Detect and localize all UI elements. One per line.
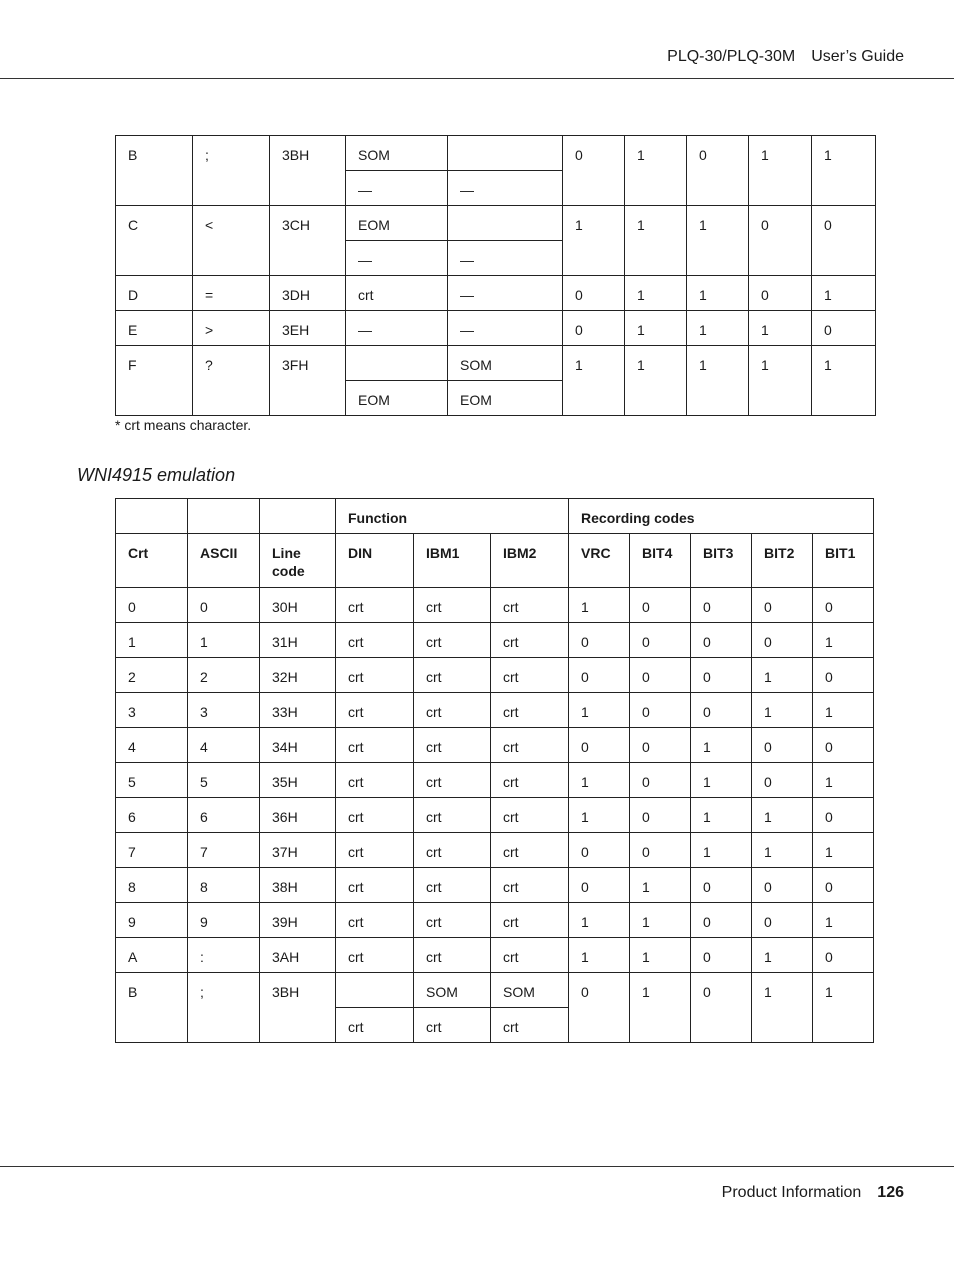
- cell: 0: [749, 206, 812, 276]
- cell: 4: [188, 728, 260, 763]
- cell: 5: [116, 763, 188, 798]
- cell: —: [448, 241, 563, 276]
- cell: —: [448, 276, 563, 311]
- cell: 0: [569, 833, 630, 868]
- cell: crt: [336, 658, 414, 693]
- cell: 0: [188, 588, 260, 623]
- cell: 38H: [260, 868, 336, 903]
- cell: 1: [813, 973, 874, 1043]
- cell: 1: [569, 938, 630, 973]
- cell: crt: [414, 588, 491, 623]
- column-header: VRC: [569, 534, 630, 588]
- cell: 3EH: [270, 311, 346, 346]
- cell: 1: [116, 623, 188, 658]
- cell: crt: [414, 868, 491, 903]
- cell: 5: [188, 763, 260, 798]
- cell: —: [346, 311, 448, 346]
- cell: 0: [691, 658, 752, 693]
- cell: crt: [491, 693, 569, 728]
- cell: 2: [116, 658, 188, 693]
- cell: 3BH: [270, 136, 346, 206]
- function-header: Function: [336, 499, 569, 534]
- cell: 3FH: [270, 346, 346, 416]
- cell: crt: [414, 1008, 491, 1043]
- cell: EOM: [448, 381, 563, 416]
- cell: 32H: [260, 658, 336, 693]
- cell: 1: [569, 763, 630, 798]
- cell: 0: [563, 136, 625, 206]
- section-title: WNI4915 emulation: [77, 465, 236, 485]
- cell: 0: [752, 868, 813, 903]
- cell: 1: [630, 903, 691, 938]
- cell: SOM: [491, 973, 569, 1008]
- cell: :: [188, 938, 260, 973]
- cell: 0: [569, 868, 630, 903]
- cell: crt: [414, 728, 491, 763]
- header-guide: User’s Guide: [811, 48, 904, 65]
- cell: crt: [336, 588, 414, 623]
- cell: crt: [336, 728, 414, 763]
- cell: 1: [812, 276, 876, 311]
- cell: 0: [563, 311, 625, 346]
- cell: 1: [752, 693, 813, 728]
- cell: 0: [752, 623, 813, 658]
- cell: 0: [813, 658, 874, 693]
- cell: 0: [630, 728, 691, 763]
- table-row: [116, 658, 874, 693]
- cell: crt: [336, 693, 414, 728]
- cell: crt: [491, 798, 569, 833]
- cell: 1: [812, 136, 876, 206]
- cell: 7: [116, 833, 188, 868]
- cell: 39H: [260, 903, 336, 938]
- column-header: BIT2: [752, 534, 813, 588]
- cell: 1: [691, 728, 752, 763]
- cell: 31H: [260, 623, 336, 658]
- footnote: * crt means character.: [115, 417, 252, 433]
- cell: 0: [812, 206, 876, 276]
- cell: 0: [749, 276, 812, 311]
- cell: 1: [752, 938, 813, 973]
- cell: 0: [630, 693, 691, 728]
- cell: 0: [687, 136, 749, 206]
- recording-codes-header: Recording codes: [569, 499, 874, 534]
- cell: 0: [563, 276, 625, 311]
- page-footer: [722, 1184, 904, 1202]
- cell: 0: [752, 588, 813, 623]
- cell: 1: [687, 311, 749, 346]
- column-header: IBM2: [491, 534, 569, 588]
- cell: crt: [336, 903, 414, 938]
- cell: D: [116, 276, 193, 311]
- cell: 3BH: [260, 973, 336, 1043]
- cell: 8: [188, 868, 260, 903]
- table-row: [116, 623, 874, 658]
- cell: crt: [491, 658, 569, 693]
- cell: —: [346, 171, 448, 206]
- cell: B: [116, 136, 193, 206]
- cell: 3: [188, 693, 260, 728]
- cell: 6: [188, 798, 260, 833]
- cell: 9: [116, 903, 188, 938]
- cell: 30H: [260, 588, 336, 623]
- cell: 34H: [260, 728, 336, 763]
- wni4915-table: [115, 498, 874, 1043]
- cell: 1: [752, 833, 813, 868]
- cell: 36H: [260, 798, 336, 833]
- cell: —: [448, 171, 563, 206]
- cell: 0: [752, 903, 813, 938]
- table-row: [116, 763, 874, 798]
- cell: A: [116, 938, 188, 973]
- cell: 0: [752, 763, 813, 798]
- cell: =: [193, 276, 270, 311]
- cell: —: [346, 241, 448, 276]
- cell: 0: [569, 658, 630, 693]
- cell: 1: [188, 623, 260, 658]
- table-row: [116, 728, 874, 763]
- cell: 1: [625, 276, 687, 311]
- cell: crt: [336, 623, 414, 658]
- table-row: [116, 938, 874, 973]
- cell: 1: [630, 973, 691, 1043]
- cell: 1: [625, 136, 687, 206]
- cell: 7: [188, 833, 260, 868]
- cell: 1: [749, 311, 812, 346]
- column-header: DIN: [336, 534, 414, 588]
- cell: 1: [563, 346, 625, 416]
- cell: 1: [569, 903, 630, 938]
- cell: 1: [752, 798, 813, 833]
- cell: 4: [116, 728, 188, 763]
- cell: 0: [813, 938, 874, 973]
- table-row: [116, 833, 874, 868]
- cell: 1: [812, 346, 876, 416]
- cell: 0: [691, 973, 752, 1043]
- cell: 1: [691, 763, 752, 798]
- column-header: Line code: [260, 534, 336, 588]
- cell: 1: [630, 868, 691, 903]
- cell: 0: [630, 623, 691, 658]
- cell: 33H: [260, 693, 336, 728]
- page-number: 126: [877, 1184, 904, 1201]
- header-product: PLQ-30/PLQ-30M: [667, 48, 796, 65]
- header-cell: [188, 499, 260, 534]
- column-header: IBM1: [414, 534, 491, 588]
- cell: 1: [749, 346, 812, 416]
- cell: [448, 206, 563, 241]
- header-cell: [116, 499, 188, 534]
- cell: 0: [813, 798, 874, 833]
- cell: [346, 346, 448, 381]
- footer-section: Product Information: [721, 1184, 862, 1201]
- cell: crt: [491, 623, 569, 658]
- cell: 1: [813, 833, 874, 868]
- table-row: [116, 903, 874, 938]
- footer-rule: [0, 1166, 954, 1167]
- table-row: [116, 868, 874, 903]
- table-row: [116, 588, 874, 623]
- cell: 1: [813, 763, 874, 798]
- cell: 3AH: [260, 938, 336, 973]
- cell: ?: [193, 346, 270, 416]
- cell: crt: [414, 693, 491, 728]
- cell: ;: [193, 136, 270, 206]
- cell: B: [116, 973, 188, 1043]
- cell: crt: [414, 833, 491, 868]
- cell: 0: [630, 798, 691, 833]
- table-row: [116, 693, 874, 728]
- cell: 0: [752, 728, 813, 763]
- cell: 37H: [260, 833, 336, 868]
- cell: SOM: [414, 973, 491, 1008]
- cell: 0: [569, 728, 630, 763]
- cell: 9: [188, 903, 260, 938]
- cell: 0: [691, 623, 752, 658]
- cell: 1: [691, 833, 752, 868]
- cell: 0: [630, 658, 691, 693]
- cell: 1: [752, 658, 813, 693]
- cell: 1: [569, 798, 630, 833]
- cell: SOM: [346, 136, 448, 171]
- cell: crt: [336, 798, 414, 833]
- cell: 0: [116, 588, 188, 623]
- header-cell: [260, 499, 336, 534]
- cell: >: [193, 311, 270, 346]
- cell: 1: [687, 276, 749, 311]
- cell: crt: [414, 658, 491, 693]
- cell: crt: [336, 938, 414, 973]
- cell: crt: [336, 833, 414, 868]
- cell: crt: [491, 868, 569, 903]
- cell: 1: [625, 346, 687, 416]
- cell: 0: [630, 763, 691, 798]
- cell: crt: [491, 903, 569, 938]
- header-rule: [0, 78, 954, 79]
- cell: crt: [491, 833, 569, 868]
- cell: crt: [346, 276, 448, 311]
- column-header: ASCII: [188, 534, 260, 588]
- column-header: Crt: [116, 534, 188, 588]
- cell: <: [193, 206, 270, 276]
- cell: C: [116, 206, 193, 276]
- cell: [448, 136, 563, 171]
- cell: 0: [569, 973, 630, 1043]
- cell: 0: [813, 868, 874, 903]
- cell: 1: [691, 798, 752, 833]
- cell: 1: [687, 206, 749, 276]
- cell: —: [448, 311, 563, 346]
- cell: 1: [687, 346, 749, 416]
- cell: 1: [752, 973, 813, 1043]
- cell: EOM: [346, 206, 448, 241]
- cell: 6: [116, 798, 188, 833]
- cell: 0: [691, 903, 752, 938]
- cell: 0: [691, 588, 752, 623]
- cell: crt: [336, 763, 414, 798]
- column-header: BIT1: [813, 534, 874, 588]
- column-header: BIT4: [630, 534, 691, 588]
- cell: crt: [414, 763, 491, 798]
- cell: 2: [188, 658, 260, 693]
- cell: 0: [630, 588, 691, 623]
- cell: crt: [414, 903, 491, 938]
- cell: F: [116, 346, 193, 416]
- cell: E: [116, 311, 193, 346]
- table-continued: [115, 135, 876, 416]
- cell: crt: [336, 868, 414, 903]
- cell: 0: [691, 693, 752, 728]
- cell: crt: [491, 588, 569, 623]
- cell: crt: [414, 798, 491, 833]
- cell: crt: [336, 1008, 414, 1043]
- cell: 1: [569, 588, 630, 623]
- cell: 1: [625, 206, 687, 276]
- cell: 0: [630, 833, 691, 868]
- cell: 1: [813, 693, 874, 728]
- table-row: [116, 798, 874, 833]
- cell: crt: [491, 938, 569, 973]
- cell: crt: [491, 1008, 569, 1043]
- cell: 35H: [260, 763, 336, 798]
- cell: [336, 973, 414, 1008]
- cell: 1: [749, 136, 812, 206]
- cell: 1: [630, 938, 691, 973]
- cell: EOM: [346, 381, 448, 416]
- cell: 0: [812, 311, 876, 346]
- cell: 1: [625, 311, 687, 346]
- cell: crt: [414, 938, 491, 973]
- cell: SOM: [448, 346, 563, 381]
- cell: crt: [491, 763, 569, 798]
- cell: 0: [813, 588, 874, 623]
- cell: 0: [691, 938, 752, 973]
- cell: 3CH: [270, 206, 346, 276]
- cell: 0: [813, 728, 874, 763]
- cell: 1: [813, 903, 874, 938]
- cell: 1: [563, 206, 625, 276]
- cell: crt: [414, 623, 491, 658]
- cell: 8: [116, 868, 188, 903]
- column-header: BIT3: [691, 534, 752, 588]
- cell: 3DH: [270, 276, 346, 311]
- cell: ;: [188, 973, 260, 1043]
- cell: 0: [569, 623, 630, 658]
- page-header: [667, 48, 904, 66]
- cell: 1: [569, 693, 630, 728]
- cell: 0: [691, 868, 752, 903]
- cell: 3: [116, 693, 188, 728]
- cell: crt: [491, 728, 569, 763]
- cell: 1: [813, 623, 874, 658]
